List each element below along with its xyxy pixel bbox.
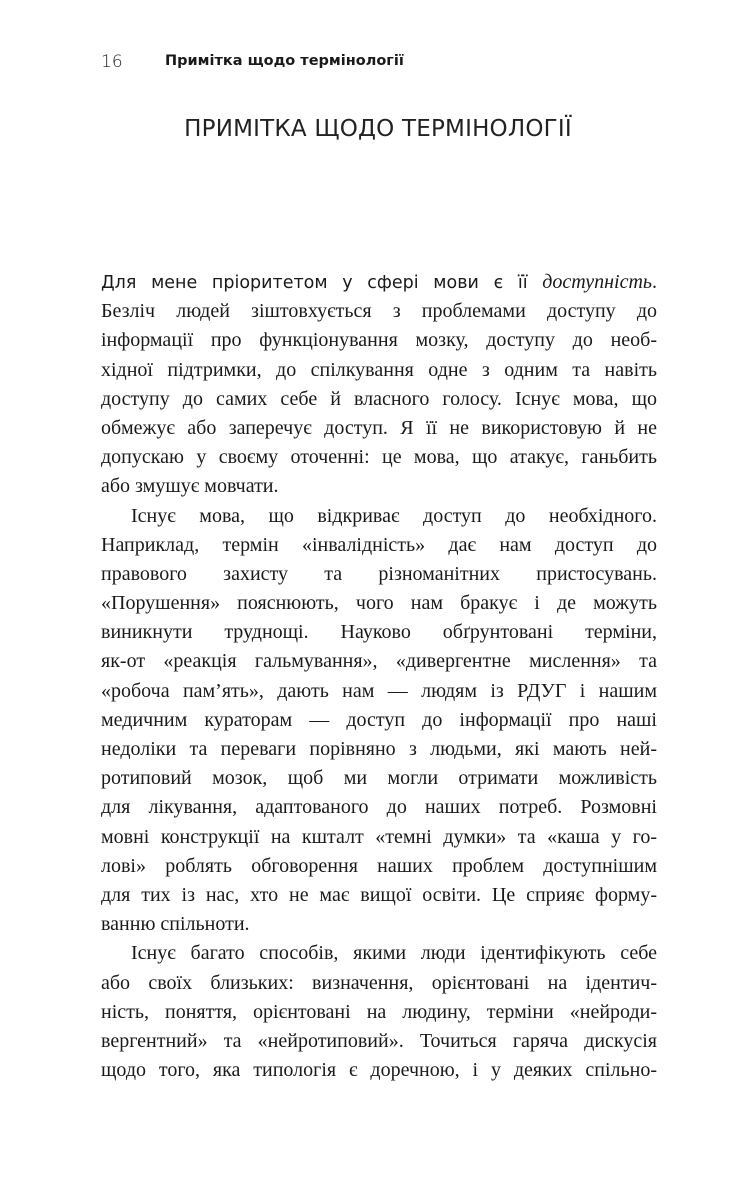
text-line: Існує багато способів, якими люди ідентифікують себе bbox=[131, 942, 657, 965]
text-line: Безліч людей зіштовхується з проблемами доступу до bbox=[101, 300, 657, 323]
text-line: Існує мова, що відкриває доступ до необхідного. bbox=[131, 504, 657, 527]
text-line: «Порушення» пояснюють, чого нам бракує і де можуть bbox=[101, 592, 657, 615]
chapter-title: ПРИМІТКА ЩОДО ТЕРМІНОЛОГІЇ bbox=[184, 116, 572, 142]
text-line: або змушує мовчати. bbox=[101, 475, 279, 498]
body-text bbox=[101, 268, 657, 1085]
lead-in-text: Для мене пріоритетом у сфері мови є її bbox=[101, 273, 543, 293]
text-line: або своїх близьких: визначення, орієнтовані на ідентич- bbox=[101, 971, 657, 994]
text-line: хідної підтримки, до спілкування одне з одним та навіть bbox=[101, 358, 657, 381]
text-line: мовні конструкції на кшталт «темні думки» та «каша у го- bbox=[101, 825, 657, 848]
text-line: допускаю у своєму оточенні: це мова, що атакує, ганьбить bbox=[101, 446, 657, 469]
text-line: щодо того, яка типологія є доречною, і у деяких спільно- bbox=[101, 1059, 657, 1082]
text-line: ротиповий мозок, щоб ми могли отримати можливість bbox=[101, 767, 657, 790]
text-line: ність, поняття, орієнтовані на людину, терміни «нейроди- bbox=[101, 1000, 657, 1023]
text-line: ванню спільноти. bbox=[101, 913, 250, 936]
text-line: як-от «реакція гальмування», «дивергентне мислення» та bbox=[101, 650, 657, 673]
text-line: Наприклад, термін «інвалідність» дає нам доступ до bbox=[101, 533, 657, 556]
text-line: правового захисту та різноманітних пристосувань. bbox=[101, 562, 657, 585]
text-line: доступу до самих себе й власного голосу. Існує мова, що bbox=[101, 387, 657, 410]
text-line: вергентний» та «нейротиповий». Точиться гаряча дискусія bbox=[101, 1029, 657, 1052]
text-line: виникнути труднощі. Науково обґрунтовані терміни, bbox=[101, 621, 657, 644]
running-title: Примітка щодо термінології bbox=[165, 53, 404, 69]
page-number: 16 bbox=[101, 52, 123, 72]
text-line: інформації про функціонування мозку, доступу до необ- bbox=[101, 329, 657, 352]
lead-in-period: . bbox=[652, 271, 657, 293]
text-line: для тих із нас, хто не має вищої освіти. Це сприяє форму- bbox=[101, 883, 657, 906]
text-line: для лікування, адаптованого до наших потреб. Розмовні bbox=[101, 796, 657, 819]
emphasis-text: доступність bbox=[542, 271, 652, 293]
text-line: недоліки та переваги порівняно з людьми, які мають ней- bbox=[101, 738, 657, 760]
text-line: лові» роблять обговорення наших проблем доступнішим bbox=[101, 854, 657, 877]
text-line: обмежує або заперечує доступ. Я її не використовую й не bbox=[101, 416, 657, 439]
text-line: медичним кураторам — доступ до інформації про наші bbox=[101, 708, 657, 731]
text-line bbox=[101, 268, 657, 297]
text-line: «робоча пам’ять», дають нам — людям із РДУГ і нашим bbox=[101, 679, 657, 702]
